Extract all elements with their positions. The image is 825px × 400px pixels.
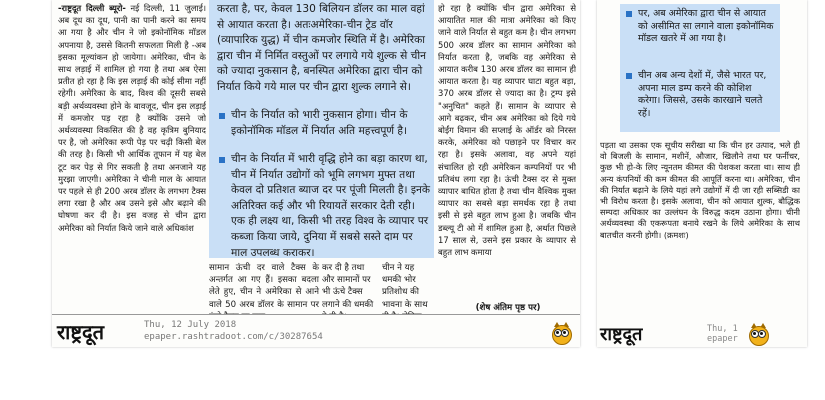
page-footer <box>597 320 807 347</box>
continued-note: (शेष अंतिम पृष्ठ पर) <box>475 303 541 313</box>
article-text: पड़ता था उसका एक सूचीय सरीखा था कि चीन हर उत्पाद, भले ही वो बिजली के सामान, मशीनें, औजार, खिलौने तथा घर फर्नीचर, कुछ भी हो-के लिए न्यूनतम कीमत की पेशकश करता था। साथ ही अन्य कंपनियों की कम कीमत की आपूर्ति करना था। अमेरिका, चीन की निर्यात बढ़ाने के लिये यहां लगे उद्योगों में दी जा रही सब्सिडी का भी विरोध करता है। इसके अलावा, चीन को आयात शुल्क, बौद्धिक सम्पदा अधिकार का उल्लंघन के विरुद्ध कदम उठाना होगा। चीनी अर्थव्यवस्था की एकरूपता बनाये रखने के लिये अमेरिका के साथ बातचीत करनी होगी। (क्रमशः) <box>600 140 800 240</box>
highlight-box <box>620 4 780 132</box>
footer-url[interactable]: epaper <box>707 334 738 344</box>
newspaper-clipping-secondary <box>597 0 807 347</box>
page-footer <box>52 314 580 347</box>
footer-url[interactable]: epaper.rashtradoot.com/c/30287654 <box>144 332 323 342</box>
article-text: हो रहा है क्योंकि चीन द्वारा अमेरिका से आयातित माल की मात्रा अमेरिका को किए जाने वाले निर्यात से बहुत कम है। चीन लगभग 500 अरब डॉलर का सामान अमेरिका को निर्यात करता है, जबकि वह अमेरिका से आयात करीब 130 अरब डॉलर का सामान ही आयात करता है। यह व्यापार घाटा बहुत बड़ा, 370 अरब डॉलर से ज्यादा का है। ट्रम्प इसे "अनुचित" कहते हैं। सामान के व्यापार से आगे बढ़कर, चीन अब अमेरिका को दिये गये बोईंग विमान की सप्लाई के ऑर्डर को निरस्त करके, अमेरिका को पछाड़ने पर विचार कर रहा है। इसके अलावा, वह अपने यहां संचालित हो रही अमेरिकन कम्पनियों पर भी प्रतिबंध लगा रहा है। ऊंची टैक्स दर से मुक्त व्यापार बाधित होता है तथा चीन वैश्विक मुक्त व्यापार का सबसे बड़ा समर्थक रहा है तथा इसी से इसे बहुत लाभ हुआ है। जबकि चीन डब्ल्यू टी ओ में शामिल हुआ है, अर्थात पिछले 17 साल से, उसने इस प्रकार के व्यापार से बहुत लाभ कमाया <box>438 3 576 258</box>
bullet-square-icon <box>626 73 632 79</box>
footer-date: Thu, 12 July 2018 <box>144 320 237 330</box>
article-bottom-text: कर दी है तथा और सामानों पर भी ऊंचे टैक्स लगाने की धमकी <box>322 263 374 310</box>
bullet-text: चीन के निर्यात में भारी वृद्धि होने का बड़ा कारण था, चीन में निर्यात उद्योगों को भूमि लगभग मुफ्त तथा केवल दो प्रतिशत ब्याज दर पर पूंजी मिलती है। इनके अतिरिक्त कई और भी रियायतें सरकार देती रही। एक ही लक्ष्य था, किसी भी तरह विश्व के व्यापार पर कब्जा किया जाये, दुनिया में सबसे सस्ते दाम पर माल उपलब्ध कराकर। <box>231 153 431 259</box>
footer-date: Thu, 1 <box>707 324 738 334</box>
bullet-square-icon <box>219 113 225 119</box>
article-bottom-text: चीन ने यह धमकी भोर प्रतिशोध की भावना के साथ <box>382 263 428 310</box>
masthead-logo: राष्ट्रदूत <box>57 320 105 344</box>
newspaper-clipping-main <box>52 0 580 347</box>
highlight-box <box>209 0 434 258</box>
bullet-text: पर, अब अमेरिका द्वारा चीन से आयात को असीमित सा लगाने वाला इकोनॉमिक मॉडल खतरे में आ गया है। <box>638 8 774 45</box>
bullet-text: चीन के निर्यात को भारी नुकसान होगा। चीन के इकोनॉमिक मॉडल में निर्यात अति महत्त्वपूर्ण है। <box>231 109 408 137</box>
highlight-box-intro: करता है, पर, केवल 130 बिलियन डॉलर का माल वहां से आयात करता है। अतःअमेरिका-चीन ट्रेड वॉर (व्यापारिक युद्ध) में चीन कमजोर स्थिति में है। अमेरिका द्वारा चीन में निर्मित वस्तुओं पर लगाये गये शुल्क से चीन को ज्यादा नुकसान है, बनस्पित अमेरिका द्वारा चीन को निर्यात किये गये माल पर चीन द्वारा शुल्क लगाने से। <box>217 3 427 93</box>
article-column-right <box>438 2 576 302</box>
article-column-left <box>58 2 206 260</box>
bullet-square-icon <box>626 11 632 17</box>
owl-mascot-icon <box>552 321 570 343</box>
highlight-bullet <box>626 70 776 120</box>
dateline: -राष्ट्रदूत दिल्ली ब्यूरो- <box>58 3 126 13</box>
owl-mascot-icon <box>749 322 767 344</box>
article-bottom-text: सामान ऊंची दर वाले टैक्स के अन्तर्गत आ गए हैं। इसका बदला लेते हुए, चीन ने अमेरिका से आने वाले 50 अरब डॉलर के सामान पर <box>209 263 319 310</box>
article-text: नई दिल्ली, 11 जुलाई। अब दूध का दूध, पानी का पानी करने का समय आ गया है और चीन ने जो इकोनॉमिक मॉडल अपनाया है, उससे कितनी सफलता मिली है -अब इसका मूल्यांकन हो जायेगा। अमेरिका, चीन के साथ लड़ाई में शामिल हो गया है तथा अब ऐसा प्रतीत हो रहा है कि इस लड़ाई की कोई सीमा नहीं रहेगी। अमेरिका के बाद, विश्व की दूसरी सबसे बड़ी अर्थव्यवस्था होने के बावजूद, चीन इस लड़ाई में कमजोर पड़ रहा है क्योंकि उसने जो अर्थव्यवस्था विकसित की है वह कृत्रिम बुनियाद पर है, जो अमेरिका रूपी पेड़ पर चढ़ी किसी बेल की तरह है। किसी भी आर्थिक तूफान में यह बेल टूट कर पेड़ से गिर सकती है तथा अनजाने यह मुरझा जाएगी। अमेरिका ने चीनी माल के आयात पर पहले से ही 200 अरब डॉलर के लगभग टैक्स लगा रखा है और अब उसने इसे और बढ़ाने की घोषणा कर दी है। इस वजह से चीन द्वारा अमेरिका को निर्यात किये जाने वाले अधिकांश <box>58 3 206 233</box>
masthead-logo: राष्ट्रदूत <box>600 324 643 345</box>
bullet-square-icon <box>219 157 225 163</box>
bullet-text: चीन अब अन्य देशों में, जैसे भारत पर, अपना माल डम्प करने की कोशिश करेगा। जिससे, उसके कारखाने चलते रहें। <box>638 70 767 119</box>
highlight-bullet <box>626 8 776 46</box>
highlight-bullet <box>219 108 431 139</box>
highlight-bullet <box>219 152 431 261</box>
